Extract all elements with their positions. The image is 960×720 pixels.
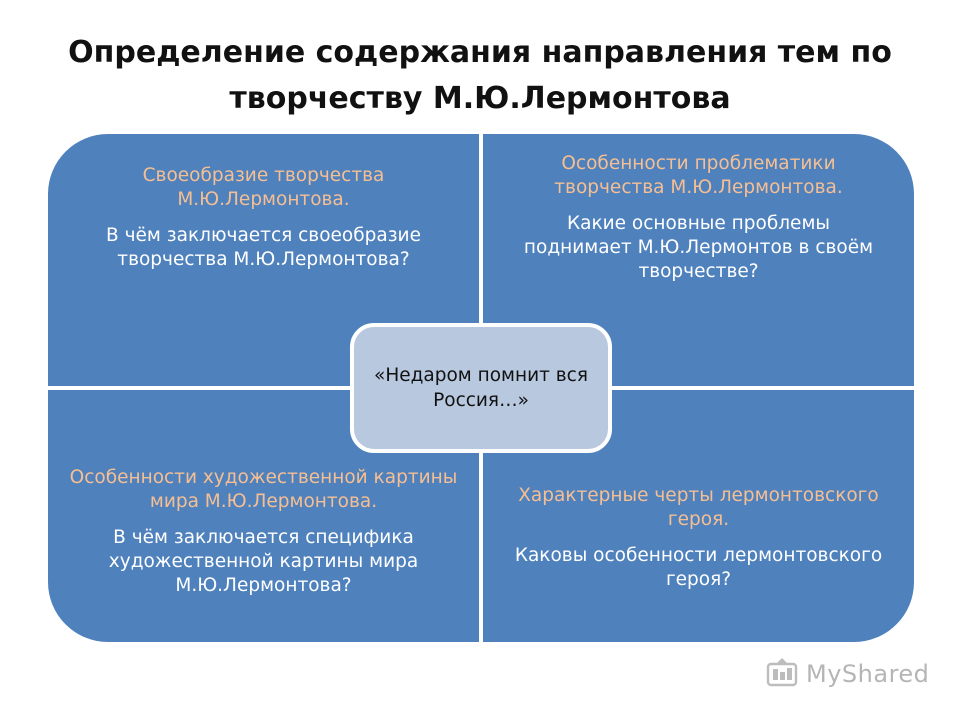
slide-title: [0, 30, 960, 122]
quadrant-bottom-right-heading: Характерные черты лермонтовского героя.: [518, 485, 879, 530]
quadrant-top-left-question: В чём заключается своеобразие творчества М.Ю.Лермонтова?: [106, 225, 421, 270]
center-quote-box: «Недаром помнит вся Россия…»: [350, 323, 612, 453]
quadrant-top-left-heading: Своеобразие творчества М.Ю.Лермонтова.: [142, 165, 385, 210]
quadrant-bottom-left-heading: Особенности художественной картины мира М.Ю.Лермонтова.: [69, 467, 458, 512]
myshared-logo-icon: [766, 657, 800, 691]
slide-title-line-2: творчеству М.Ю.Лермонтова: [229, 81, 731, 116]
matrix-diagram: [48, 134, 914, 642]
quadrant-top-right-question: Какие основные проблемы поднимает М.Ю.Лермонтов в своём творчестве?: [523, 213, 874, 282]
watermark-logo: [766, 656, 929, 692]
watermark-text: MyShared: [806, 660, 930, 688]
quadrant-top-right-heading: Особенности проблематики творчества М.Ю.Лермонтова.: [554, 153, 843, 198]
quadrant-bottom-left-question: В чём заключается специфика художественной картины мира М.Ю.Лермонтова?: [108, 527, 419, 596]
quadrant-bottom-right-question: Каковы особенности лермонтовского героя?: [514, 545, 883, 590]
slide-title-line-1: Определение содержания направления тем по: [68, 35, 892, 70]
